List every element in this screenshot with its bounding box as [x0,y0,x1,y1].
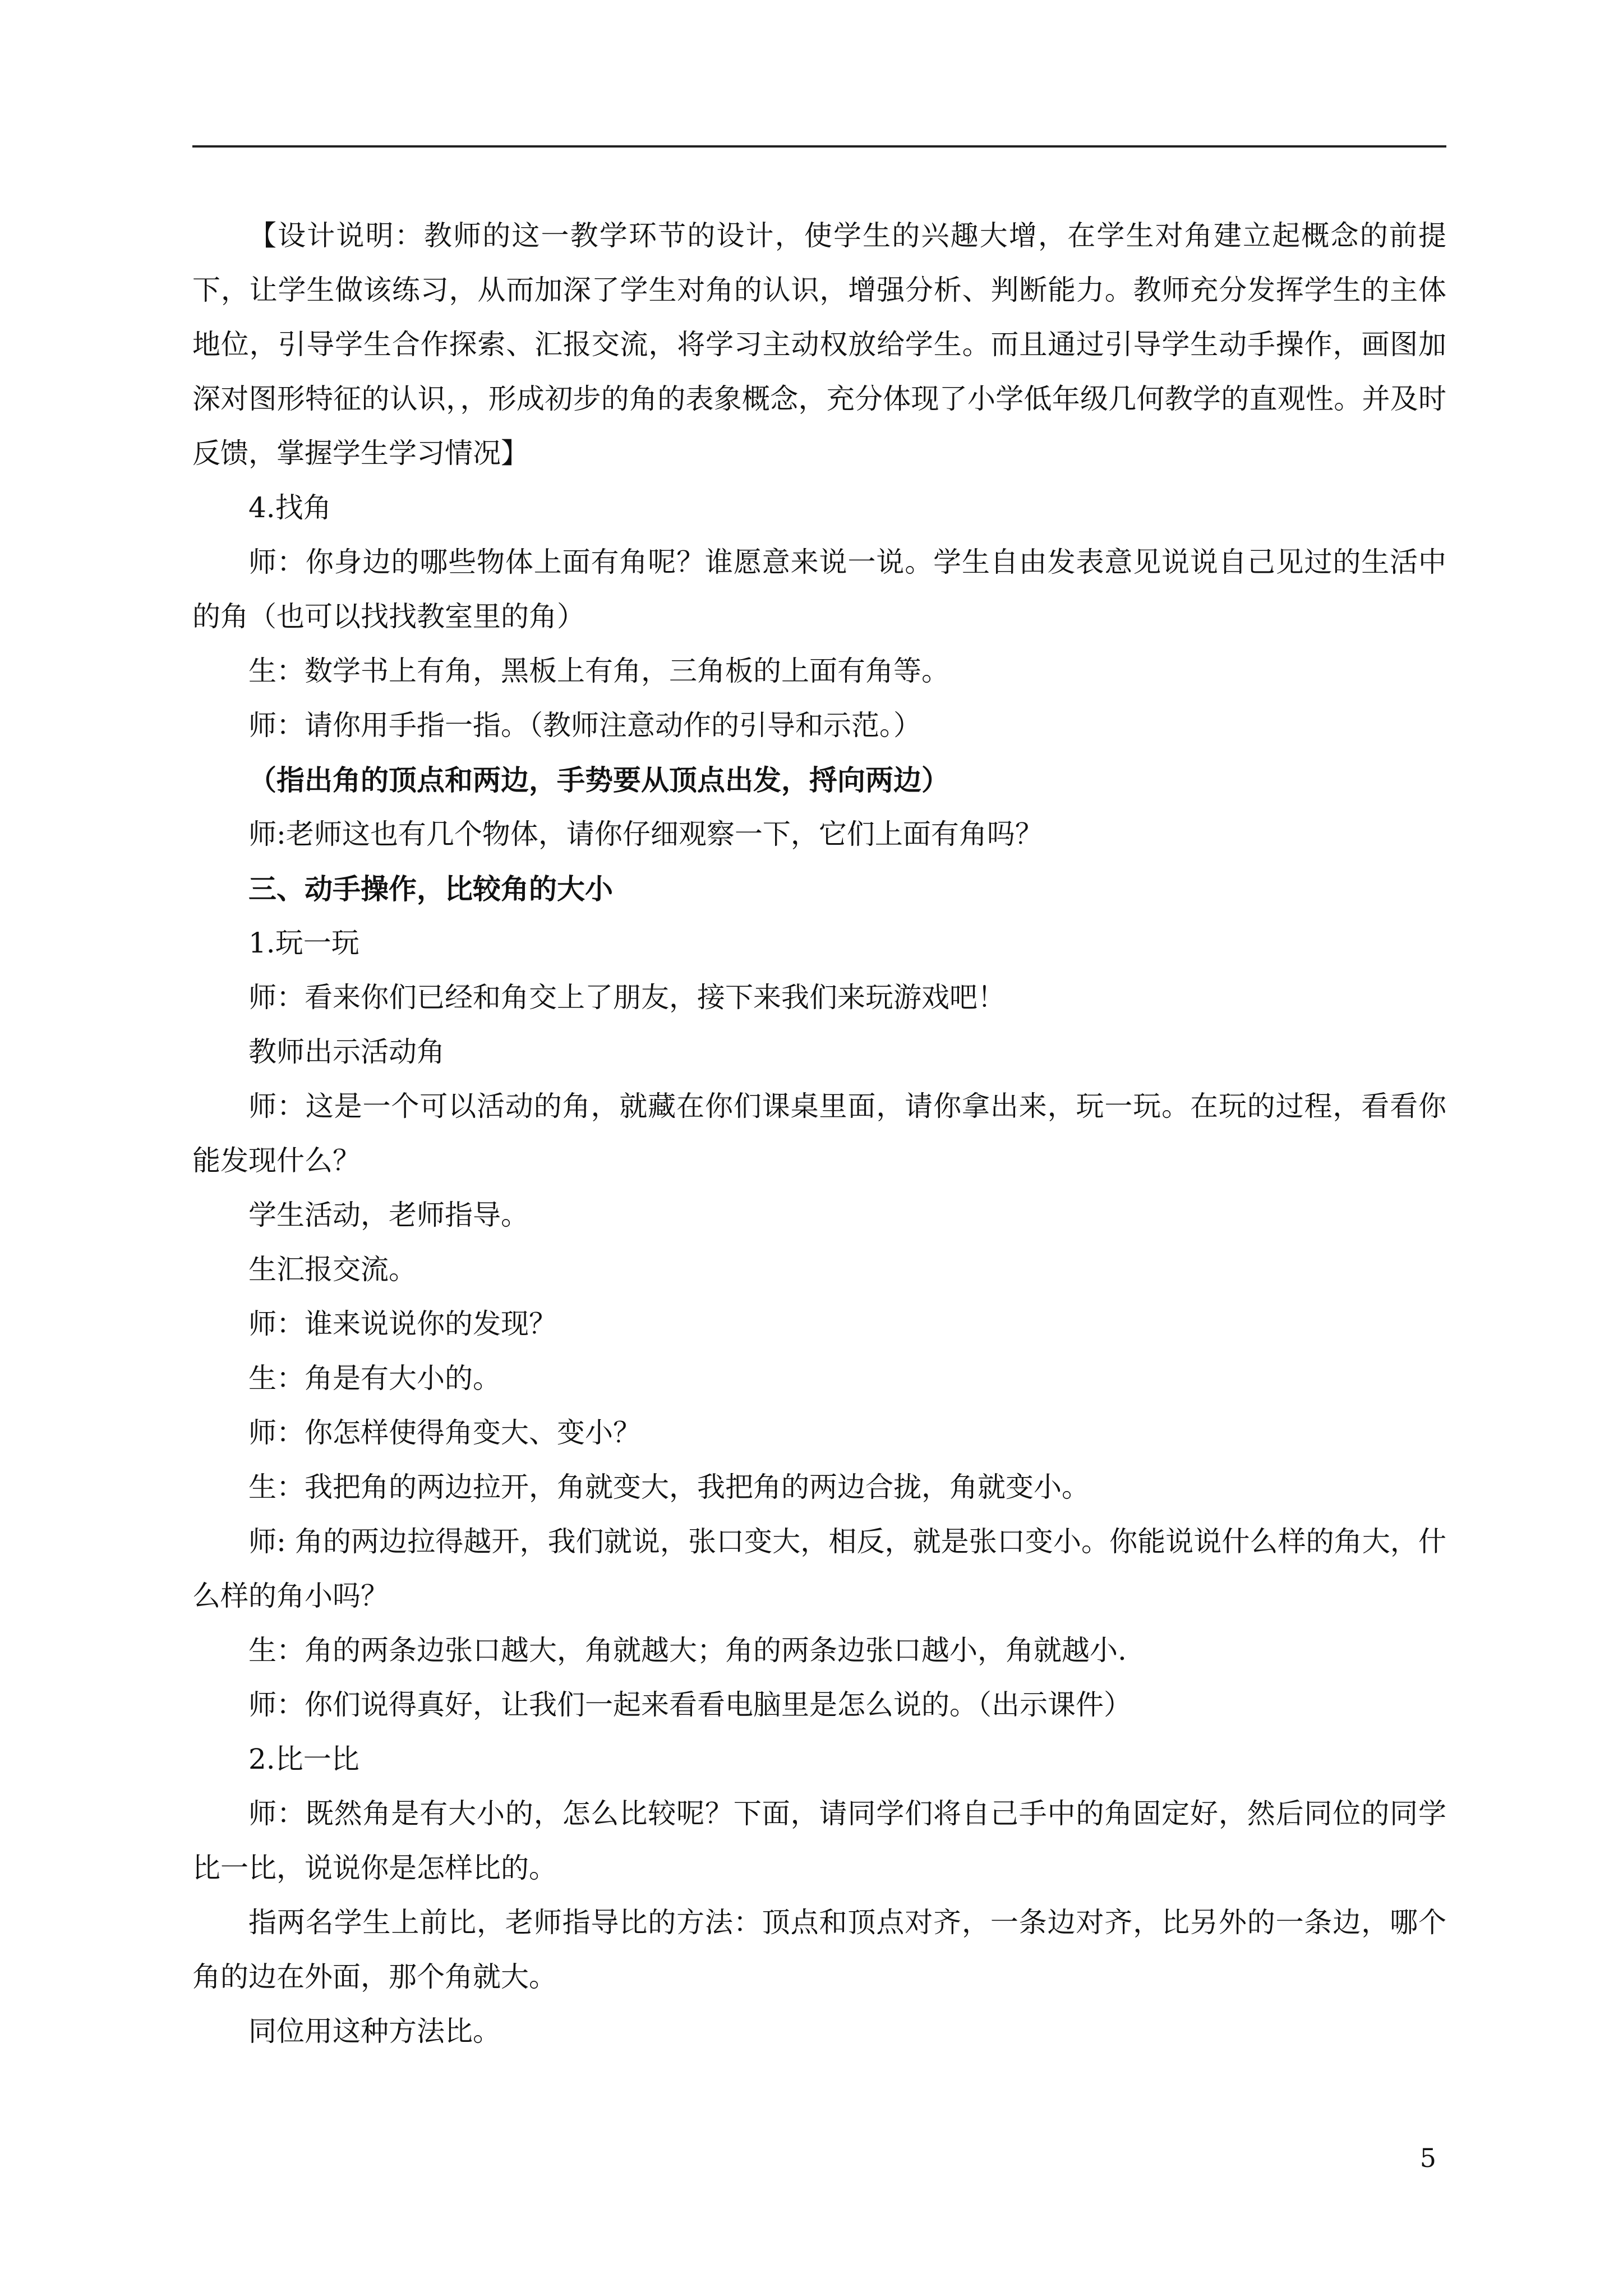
dialogue-paragraph: 师：谁来说说你的发现？ [248,1308,557,1340]
bold-instruction: （指出角的顶点和两边，手势要从顶点出发，捋向两边） [248,763,949,797]
dialogue-paragraph: 师：你身边的哪些物体上面有角呢？谁愿意来说一说。学生自由发表意见说说自己见过的生活中的角（也可以找找教室里的角） [192,546,1446,633]
narrative-paragraph: 指两名学生上前比，老师指导比的方法：顶点和顶点对齐，一条边对齐，比另外的一条边，哪个角的边在外面，那个角就大。 [192,1906,1446,1993]
header-rule [192,145,1446,148]
narrative-paragraph: 生汇报交流。 [248,1253,417,1286]
section-heading-compare-angles: 三、动手操作，比较角的大小 [248,872,613,905]
dialogue-paragraph: 师：你们说得真好，让我们一起来看看电脑里是怎么说的。（出示课件） [248,1688,1132,1721]
dialogue-paragraph: 师：这是一个可以活动的角，就藏在你们课桌里面，请你拿出来，玩一玩。在玩的过程，看看你能发现什么？ [192,1090,1446,1177]
page-number: 5 [1419,2143,1436,2173]
dialogue-paragraph: 生：数学书上有角，黑板上有角，三角板的上面有角等。 [248,655,949,687]
document-body [192,209,1446,2059]
dialogue-paragraph: 师：看来你们已经和角交上了朋友，接下来我们来玩游戏吧！ [248,981,1006,1014]
dialogue-paragraph: 生：角是有大小的。 [248,1362,501,1395]
dialogue-paragraph: 生：角的两条边张口越大，角就越大；角的两条边张口越小，角就越小. [248,1634,1127,1667]
dialogue-paragraph: 师：你怎样使得角变大、变小？ [248,1416,641,1449]
dialogue-paragraph: 师: 角的两边拉得越开，我们就说，张口变大，相反，就是张口变小。你能说说什么样的角大，什么样的角小吗？ [192,1525,1446,1612]
subsection-heading-compare: 2.比一比 [248,1743,359,1775]
dialogue-paragraph: 师：既然角是有大小的，怎么比较呢？下面，请同学们将自己手中的角固定好，然后同位的同学比一比，说说你是怎样比的。 [192,1797,1446,1884]
narrative-paragraph: 学生活动，老师指导。 [248,1199,529,1231]
design-note-paragraph: 【设计说明：教师的这一教学环节的设计，使学生的兴趣大增，在学生对角建立起概念的前提下，让学生做该练习，从而加深了学生对角的认识，增强分析、判断能力。教师充分发挥学生的主体地位，引导学生合作探索、汇报交流，将学习主动权放给学生。而且通过引导学生动手操作，画图加深对图形特征的认识，，形成初步的角的表象概念，充分体现了小学低年级几何教学的直观性。并及时反馈，掌握学生学习情况】 [192,219,1446,470]
dialogue-paragraph: 生：我把角的两边拉开，角就变大，我把角的两边合拢，角就变小。 [248,1471,1090,1503]
dialogue-paragraph: 师：请你用手指一指。（教师注意动作的引导和示范。） [248,709,921,742]
dialogue-paragraph: 师:老师这也有几个物体，请你仔细观察一下，它们上面有角吗？ [248,818,1043,850]
narrative-paragraph: 同位用这种方法比。 [248,2015,501,2047]
section-heading-find-angles: 4.找角 [248,491,331,524]
subsection-heading-play: 1.玩一玩 [248,927,359,959]
narrative-paragraph: 教师出示活动角 [248,1036,445,1068]
